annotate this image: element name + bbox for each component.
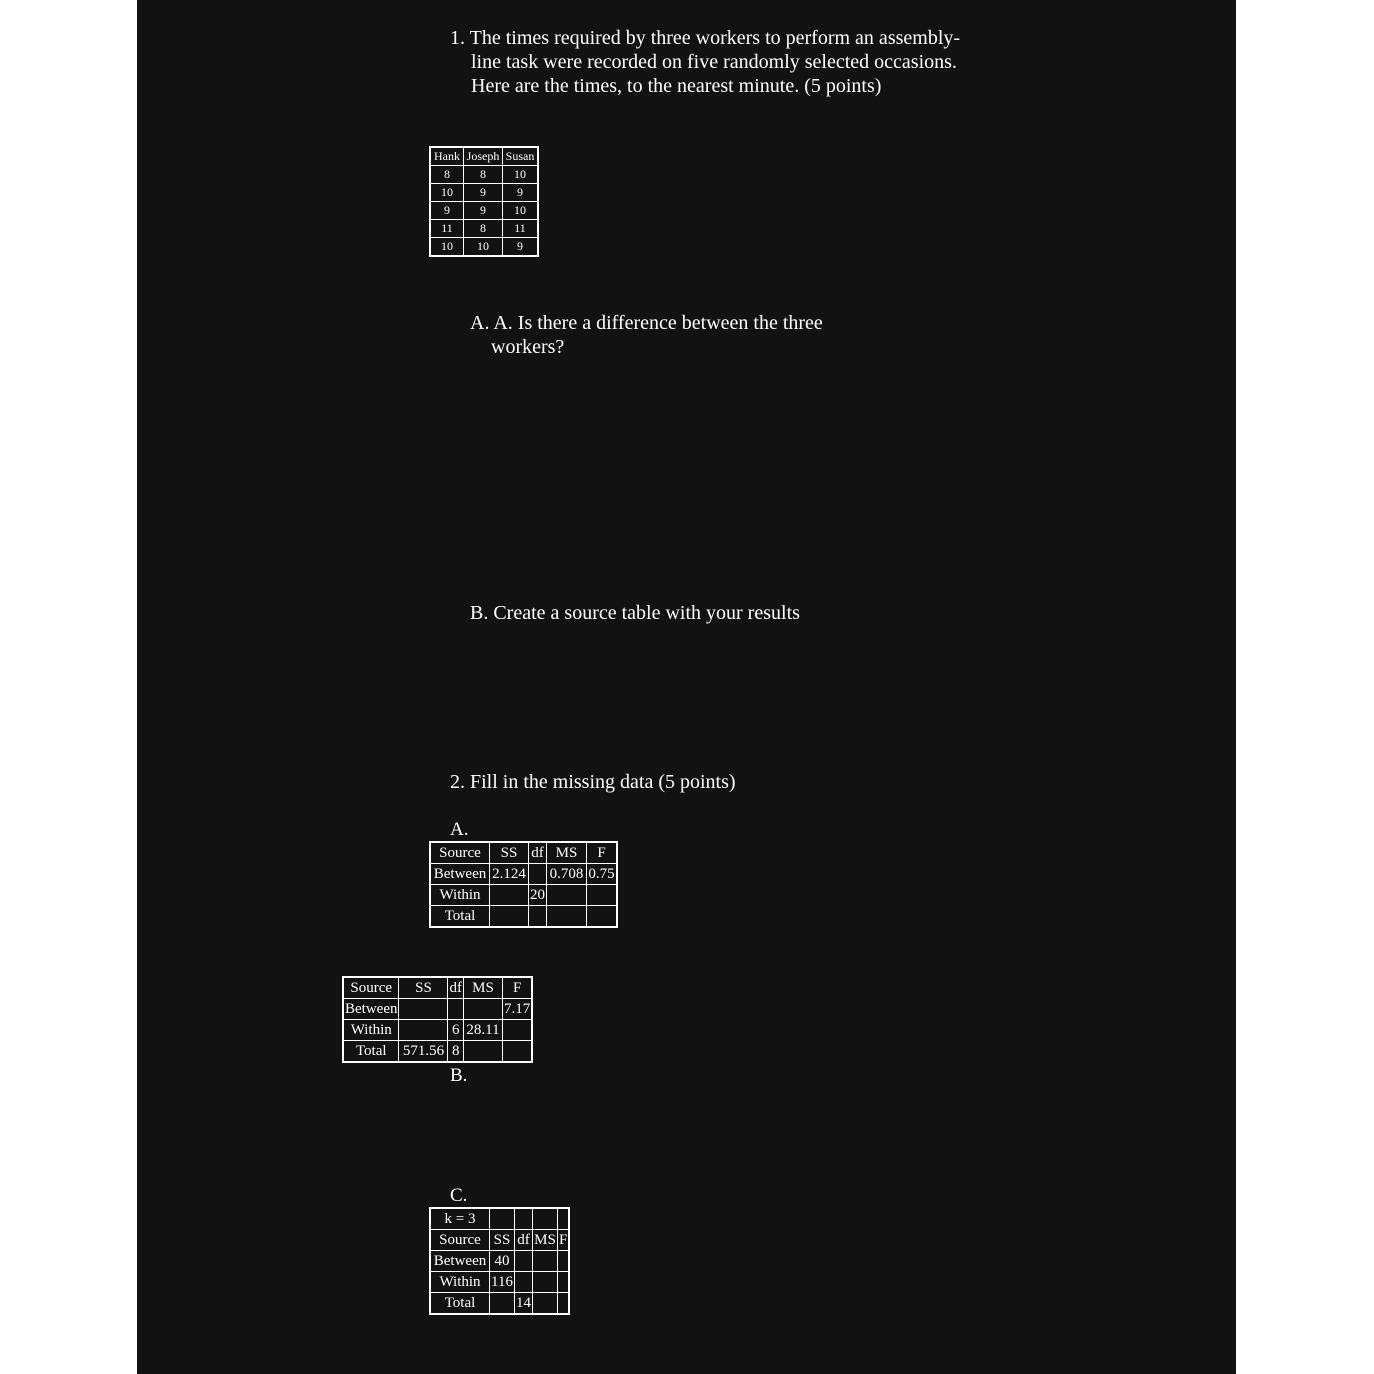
- table-cell: 10: [464, 238, 503, 257]
- question-2-text: 2. Fill in the missing data (5 points): [450, 771, 736, 793]
- table-cell: [515, 1208, 533, 1230]
- table-cell: [502, 1041, 532, 1063]
- table-row: [430, 238, 538, 257]
- table-row: [430, 220, 538, 238]
- question-1-part-b: B. Create a source table with your results: [470, 602, 800, 624]
- table-cell: Total: [430, 906, 490, 928]
- header-cell: Source: [430, 1230, 490, 1251]
- table-cell: [490, 885, 529, 906]
- table-row: [343, 1041, 532, 1063]
- table-cell: 9: [430, 202, 464, 220]
- table-cell: 10: [430, 184, 464, 202]
- table-cell: 9: [464, 184, 503, 202]
- table-k-row: [430, 1208, 569, 1230]
- table-cell: 14: [515, 1293, 533, 1315]
- header-cell: F: [502, 977, 532, 999]
- table-cell: [533, 1293, 558, 1315]
- table-cell: 10: [430, 238, 464, 257]
- table-cell: [558, 1293, 570, 1315]
- table-row: [430, 885, 617, 906]
- table-cell: [533, 1272, 558, 1293]
- header-cell: df: [515, 1230, 533, 1251]
- table-row: [430, 1251, 569, 1272]
- table-cell: 40: [490, 1251, 515, 1272]
- header-cell: df: [529, 842, 547, 864]
- document-page: [137, 0, 1236, 1374]
- k-value-cell: k = 3: [430, 1208, 490, 1230]
- table-cell: 9: [503, 184, 539, 202]
- table-cell: Total: [430, 1293, 490, 1315]
- table-cell: 2.124: [490, 864, 529, 885]
- table-cell: 9: [503, 238, 539, 257]
- table-cell: 571.56: [399, 1041, 448, 1063]
- table-row: [430, 184, 538, 202]
- table-cell: [463, 1041, 502, 1063]
- table-cell: 8: [448, 1041, 464, 1063]
- table-cell: 20: [529, 885, 547, 906]
- source-table-a: [429, 841, 618, 928]
- table-row: [430, 166, 538, 184]
- table-cell: [558, 1272, 570, 1293]
- table-cell: 0.708: [547, 864, 587, 885]
- table-header-row: [430, 1230, 569, 1251]
- worker-times-table: [429, 146, 539, 257]
- header-cell: Susan: [503, 147, 539, 166]
- header-cell: Hank: [430, 147, 464, 166]
- table-cell: [490, 906, 529, 928]
- table-cell: 10: [503, 166, 539, 184]
- table-cell: Between: [430, 1251, 490, 1272]
- table-cell: [463, 999, 502, 1020]
- table-cell: [529, 864, 547, 885]
- header-cell: F: [587, 842, 618, 864]
- table-cell: 11: [430, 220, 464, 238]
- header-cell: SS: [399, 977, 448, 999]
- question-1-prompt: 1. The times required by three workers to perform an assembly-line task were recorded on five randomly selected occasions. Here are the times, to the nearest minute. (5 points): [450, 27, 961, 97]
- table-cell: Within: [343, 1020, 399, 1041]
- table-cell: 9: [464, 202, 503, 220]
- table-cell: 116: [490, 1272, 515, 1293]
- table-cell: [533, 1208, 558, 1230]
- table-header-row: [430, 147, 538, 166]
- table-cell: 7.17: [502, 999, 532, 1020]
- table-cell: [529, 906, 547, 928]
- header-cell: Joseph: [464, 147, 503, 166]
- question-1-part-a: [470, 311, 890, 359]
- source-table-b: [342, 976, 533, 1063]
- table-c-label: C.: [450, 1185, 468, 1206]
- table-cell: [558, 1208, 570, 1230]
- source-table-c: [429, 1207, 570, 1315]
- table-cell: 8: [464, 220, 503, 238]
- table-cell: [448, 999, 464, 1020]
- header-cell: SS: [490, 1230, 515, 1251]
- table-cell: Within: [430, 1272, 490, 1293]
- header-cell: Source: [430, 842, 490, 864]
- question-1-text: [450, 26, 990, 98]
- part-a-prompt: A. A. Is there a difference between the three workers?: [470, 312, 823, 358]
- table-cell: [547, 885, 587, 906]
- table-cell: [490, 1293, 515, 1315]
- table-row: [430, 1293, 569, 1315]
- table-cell: 10: [503, 202, 539, 220]
- header-cell: MS: [463, 977, 502, 999]
- table-header-row: [343, 977, 532, 999]
- table-cell: [515, 1251, 533, 1272]
- table-row: [343, 999, 532, 1020]
- header-cell: MS: [533, 1230, 558, 1251]
- table-cell: Between: [430, 864, 490, 885]
- table-cell: [399, 999, 448, 1020]
- table-cell: [515, 1272, 533, 1293]
- header-cell: Source: [343, 977, 399, 999]
- table-cell: 8: [430, 166, 464, 184]
- table-row: [430, 864, 617, 885]
- table-cell: 6: [448, 1020, 464, 1041]
- table-cell: [399, 1020, 448, 1041]
- table-cell: Total: [343, 1041, 399, 1063]
- table-cell: [502, 1020, 532, 1041]
- header-cell: F: [558, 1230, 570, 1251]
- table-cell: Between: [343, 999, 399, 1020]
- table-row: [430, 906, 617, 928]
- table-row: [430, 1272, 569, 1293]
- header-cell: SS: [490, 842, 529, 864]
- table-cell: [490, 1208, 515, 1230]
- table-cell: 11: [503, 220, 539, 238]
- table-cell: 28.11: [463, 1020, 502, 1041]
- table-cell: [547, 906, 587, 928]
- table-b-label: B.: [450, 1065, 468, 1086]
- table-cell: [558, 1251, 570, 1272]
- table-header-row: [430, 842, 617, 864]
- table-a-label: A.: [450, 819, 469, 840]
- header-cell: df: [448, 977, 464, 999]
- table-cell: 8: [464, 166, 503, 184]
- header-cell: MS: [547, 842, 587, 864]
- table-cell: [533, 1251, 558, 1272]
- table-row: [343, 1020, 532, 1041]
- table-cell: [587, 906, 618, 928]
- table-row: [430, 202, 538, 220]
- table-cell: [587, 885, 618, 906]
- table-cell: 0.75: [587, 864, 618, 885]
- table-cell: Within: [430, 885, 490, 906]
